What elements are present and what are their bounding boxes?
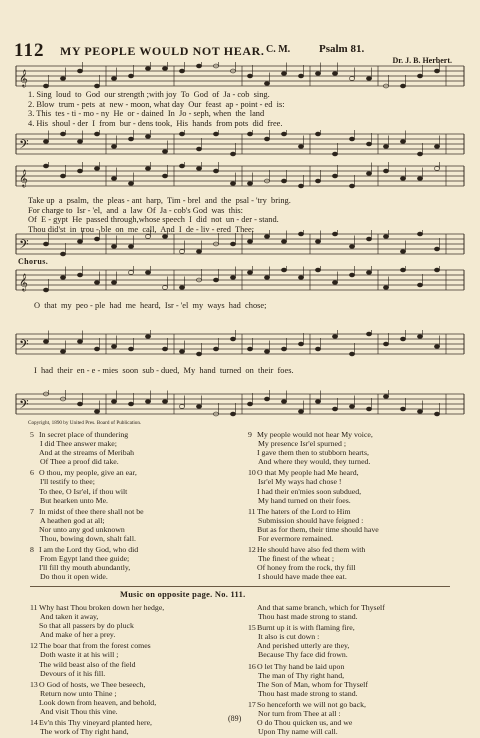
stanza <box>30 680 240 716</box>
stanza-line: I should have made thee eat. <box>258 572 347 582</box>
svg-text:𝄞: 𝄞 <box>19 171 28 187</box>
stanza-number: 14 <box>30 718 38 728</box>
chorus-lyrics-line-1: O that my peo - ple had me heard, Isr - 'el my ways had chose; <box>34 301 267 310</box>
stanza-line: Nor unto any god unknown <box>39 524 125 534</box>
stanza-line: And at the streams of Meribah <box>39 448 135 458</box>
stanza-line: It also is cut down : <box>258 632 320 642</box>
stanza-number: 16 <box>248 661 256 671</box>
chorus-label: Chorus. <box>18 257 49 266</box>
stanza-line: O do Thou quicken us, and we <box>257 718 353 728</box>
stanza-line: So that all passers by do pluck <box>39 621 134 631</box>
stanza-line: I gave them then to stubborn hearts, <box>257 448 369 458</box>
stanza <box>248 623 463 659</box>
stanza-line: 9 My people would not hear My voice, <box>248 430 373 439</box>
stanza-line: My hand turned on their foes. <box>258 495 351 505</box>
stanza-line: My presence Isr'el spurned ; <box>258 439 347 449</box>
staff-system-1-bass <box>12 130 468 160</box>
stanza-number: 7 <box>30 506 34 516</box>
stanza-line: And that same branch, which for Thyself <box>257 603 385 612</box>
lyric-line: 2. Blow trum - pets at new - moon, what day Our feast ap - point - ed is: <box>28 99 285 109</box>
stanza-line: A heathen god at all; <box>40 515 105 525</box>
svg-text:𝄢: 𝄢 <box>19 139 29 155</box>
stanza-line: 10O that My people had Me heard, <box>248 468 359 478</box>
stanza-line: 8 I am the Lord thy God, who did <box>30 545 139 555</box>
stanza-line: 15Burnt up it is with flaming fire, <box>248 623 355 633</box>
stanza-line: The wild beast also of the field <box>39 659 136 669</box>
stanza-line: 12The boar that from the forest comes <box>30 641 151 651</box>
staff-system-1-treble <box>12 62 468 92</box>
svg-text:𝄢: 𝄢 <box>19 239 29 255</box>
stanza-line: Thou hast made strong to stand. <box>258 612 358 622</box>
stanza-line: From Egypt land thee guide; <box>40 554 130 564</box>
svg-text:𝄞: 𝄞 <box>19 71 28 87</box>
stanza <box>248 430 463 466</box>
lyric-line: Of E - gypt He passed through,whose speech I did not un - der - stand. <box>28 215 279 225</box>
stanza <box>248 507 463 543</box>
stanza-number: 11 <box>30 603 38 612</box>
psalm-80-left-column <box>30 603 240 738</box>
stanza-line: 17So henceforth we will not go back, <box>248 699 366 709</box>
lyric-line: 3. This tes - ti - mo - ny He or - dained In Jo - seph, when the land <box>28 109 265 119</box>
lyric-line: 4. His shoul - der I from bur - dens took, His hands from pots did free. <box>28 118 283 128</box>
stanza-number: 17 <box>248 699 256 709</box>
lyric-line: 1. Sing loud to God our strength ;with joy To God of Ja - cob sing. <box>28 90 270 99</box>
lyric-line: For charge to Isr - 'el, and a law Of Ja - cob's God was this: <box>28 205 243 215</box>
stanza-line: Thou hast made strong to stand. <box>258 688 358 698</box>
stanza <box>30 545 240 581</box>
stanza-line: And where they would, they turned. <box>258 457 371 467</box>
staff-system-2-treble <box>12 162 468 192</box>
stanza-line: 5 In secret place of thundering <box>30 430 129 439</box>
stanza-line: Doth waste it at his will ; <box>40 650 119 660</box>
stanza-line: 14Ev'n this Thy vineyard planted here, <box>30 718 152 728</box>
stanza-line: But hearken unto Me. <box>40 495 108 505</box>
staff-chorus-2-bass <box>12 390 468 420</box>
stanza-number: 15 <box>248 623 256 633</box>
staff-system-2-bass <box>12 230 468 260</box>
stanza-line: 16O let Thy hand be laid upon <box>248 661 345 671</box>
stanza-line: The man of Thy right hand, <box>258 670 345 680</box>
stanza-number: 12 <box>248 545 256 555</box>
stanza <box>30 468 240 504</box>
stanza <box>30 430 240 466</box>
stanza-line: 11The haters of the Lord to Him <box>248 506 351 516</box>
stanza-line: The Son of Man, whom for Thyself <box>257 679 368 689</box>
section-divider <box>30 586 450 587</box>
stanza-line: I had their en'mies soon subdued, <box>257 486 362 496</box>
hymn-meter: C. M. <box>266 44 291 55</box>
psalm-reference: Psalm 81. <box>319 43 365 55</box>
stanza-number: 13 <box>30 679 38 689</box>
stanza <box>30 603 240 639</box>
lyric-line: Thou did'st in trou - ble on me call, And I de - liv - ered Thee: <box>28 224 255 234</box>
stanza-line: But as for them, their time should have <box>257 524 379 534</box>
stanza-line: Of honey from the rock, thy fill <box>257 563 356 573</box>
verse-lyrics-system-1 <box>28 90 285 128</box>
stanza-line: Nor turn from Thee at all : <box>258 709 341 719</box>
stanza-line: The finest of the wheat ; <box>258 554 334 564</box>
stanza-number: 11 <box>248 506 256 516</box>
stanza <box>248 545 463 581</box>
stanza-number: 9 <box>248 430 252 439</box>
stanza-line: And make of her a prey. <box>40 630 116 640</box>
stanza-line: I'll fill thy mouth abundantly, <box>39 563 131 573</box>
stanza-line: Of Thee a proof did take. <box>40 457 119 467</box>
stanzas-right-column <box>248 430 463 584</box>
music-reference: Music on opposite page. No. 111. <box>120 590 246 599</box>
stanza-line: 6 O thou, my people, give an ear, <box>30 468 137 478</box>
staff-chorus-1-treble <box>12 266 468 296</box>
stanza-number: 12 <box>30 641 38 651</box>
stanza-line: 11Why hast Thou broken down her hedge, <box>30 603 165 612</box>
lyric-line: Take up a psalm, the pleas - ant harp, Tim - brel and the psal - 'try bring. <box>28 196 291 205</box>
stanza-line: The work of Thy right hand, <box>40 727 129 737</box>
page-number: (89) <box>228 714 242 723</box>
stanza-line: Do thou it open wide. <box>40 572 108 582</box>
stanza <box>248 603 463 621</box>
stanza-line: To thee, O Isr'el, if thou wilt <box>39 486 128 496</box>
stanza <box>248 468 463 504</box>
stanza-line: Devours of it his fill. <box>40 668 106 678</box>
stanza-line: Isr'el My ways had chose ! <box>258 477 342 487</box>
stanza-line: Look down from heaven, and behold, <box>39 697 157 707</box>
copyright-notice: Copyright, 1890 by United Pres. Board of Publication. <box>28 420 142 426</box>
stanza-number: 10 <box>248 468 256 478</box>
stanza <box>248 662 463 698</box>
stanza-line: Submission should have feigned : <box>258 515 364 525</box>
stanza-number: 8 <box>30 545 34 555</box>
svg-text:𝄢: 𝄢 <box>19 399 29 415</box>
stanza-line: For evermore remained. <box>258 534 334 544</box>
staff-chorus-2-treble <box>12 330 468 360</box>
stanzas-left-column <box>30 430 240 584</box>
stanza-line: I'll testify to thee; <box>40 477 95 487</box>
stanza-line: And perished utterly are they, <box>257 641 350 651</box>
stanza-number: 5 <box>30 430 34 439</box>
stanza-line: 12He should have also fed them with <box>248 545 366 555</box>
stanza-line: 13O God of hosts, we Thee beseech, <box>30 679 146 689</box>
svg-text:𝄞: 𝄞 <box>19 275 28 291</box>
stanza <box>248 700 463 736</box>
stanza-line: I did Thee answer make; <box>40 439 117 449</box>
stanza-line: Because Thy face did frown. <box>258 650 348 660</box>
verse-lyrics-system-2 <box>28 196 291 234</box>
stanza <box>30 718 240 736</box>
stanza-line: 7 In midst of thee there shall not be <box>30 506 144 516</box>
chorus-lyrics-line-2: I had their en - e - mies soon sub - dued, My hand turned on their foes. <box>34 366 294 375</box>
stanza-line: Upon Thy name will call. <box>258 727 338 737</box>
svg-text:𝄢: 𝄢 <box>19 339 29 355</box>
hymn-number: 112 <box>14 40 45 61</box>
composer-credit: Dr. J. B. Herbert. <box>392 56 452 65</box>
hymn-title: MY PEOPLE WOULD NOT HEAR. <box>60 44 265 58</box>
psalm-80-right-column <box>248 603 463 738</box>
stanza <box>30 641 240 677</box>
stanza-line: Thou, bowing down, shalt fall. <box>40 534 136 544</box>
stanza <box>30 507 240 543</box>
stanza-line: And visit Thou this vine. <box>40 707 118 717</box>
stanza-number: 6 <box>30 468 34 478</box>
stanza-line: And taken it away, <box>40 612 99 622</box>
stanza-line: Return now unto Thine ; <box>40 688 117 698</box>
